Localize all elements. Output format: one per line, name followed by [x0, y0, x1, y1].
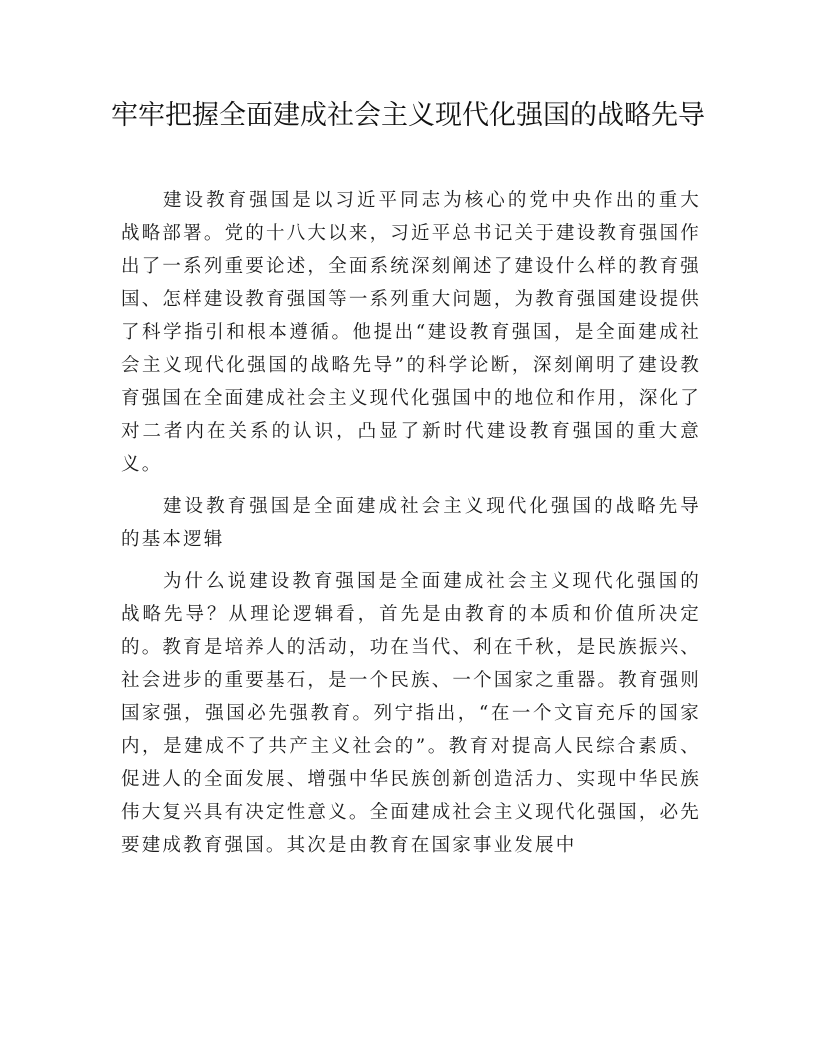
document-body — [121, 184, 701, 871]
paragraph-logic: 为什么说建设教育强国是全面建成社会主义现代化强国的战略先导？从理论逻辑看，首先是由教育的本质和价值所决定的。教育是培养人的活动，功在当代、利在千秋，是民族振兴、社会进步的重要基石，是一个民族、一个国家之重器。教育强则国家强，强国必先强教育。列宁指出，“在一个文盲充斥的国家内，是建成不了共产主义社会的”。教育对提高人民综合素质、促进人的全面发展、增强中华民族创新创造活力、实现中华民族伟大复兴具有决定性意义。全面建成社会主义现代化强国，必先要建成教育强国。其次是由教育在国家事业发展中 — [121, 571, 701, 856]
section-heading: 建设教育强国是全面建成社会主义现代化强国的战略先导的基本逻辑 — [121, 496, 701, 550]
paragraph-intro: 建设教育强国是以习近平同志为核心的党中央作出的重大战略部署。党的十八大以来，习近平总书记关于建设教育强国作出了一系列重要论述，全面系统深刻阐述了建设什么样的教育强国、怎样建设教育强国等一系列重大问题，为教育强国建设提供了科学指引和根本遵循。他提出“建设教育强国，是全面建成社会主义现代化强国的战略先导”的科学论断，深刻阐明了建设教育强国在全面建成社会主义现代化强国中的地位和作用，深化了对二者内在关系的认识，凸显了新时代建设教育强国的重大意义。 — [121, 190, 701, 475]
document-title: 牢牢把握全面建成社会主义现代化强国的战略先导 — [111, 100, 705, 131]
